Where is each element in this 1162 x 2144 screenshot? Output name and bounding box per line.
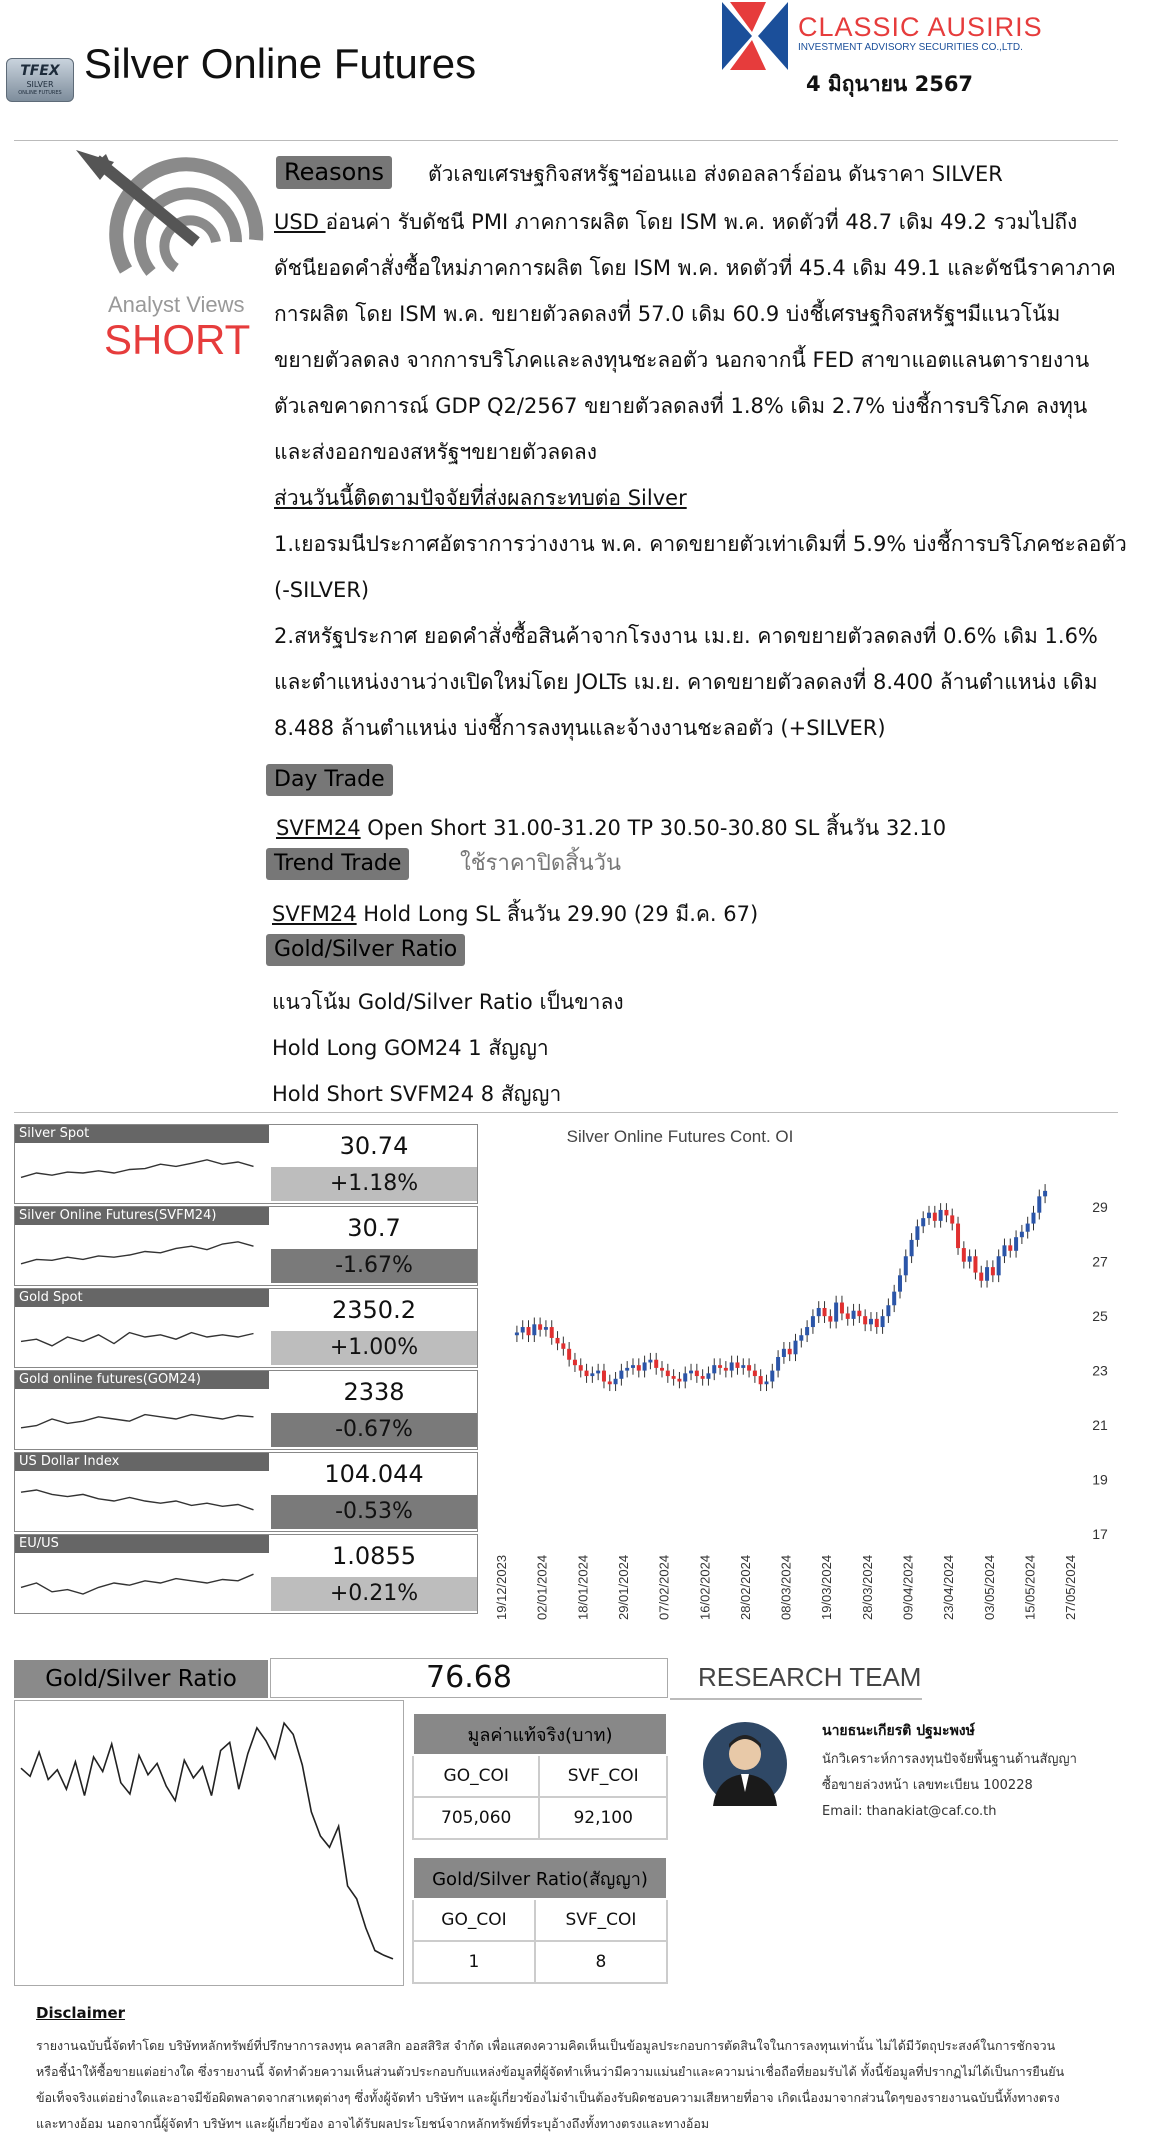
- candle-body: [515, 1332, 519, 1335]
- candle-body: [590, 1373, 594, 1376]
- analyst-email: Email: thanakiat@caf.co.th: [822, 1804, 997, 1819]
- brand-logo-icon: [722, 2, 788, 70]
- candle-body: [538, 1324, 542, 1329]
- candle-body: [573, 1360, 577, 1365]
- x-tick-label: 15/05/2024: [1022, 1554, 1038, 1620]
- candle-body: [585, 1371, 589, 1376]
- day-trade-symbol: SVFM24: [276, 816, 361, 840]
- candle-body: [637, 1365, 641, 1370]
- y-tick-label: 21: [1092, 1417, 1108, 1434]
- candle-body: [602, 1371, 606, 1382]
- x-tick-label: 27/05/2024: [1063, 1554, 1079, 1620]
- day-trade-line: [276, 812, 946, 844]
- candle-body: [921, 1218, 925, 1226]
- trend-trade-detail: Hold Long SL สิ้นวัน 29.90 (29 มี.ค. 67): [356, 902, 759, 926]
- candle-body: [648, 1360, 652, 1363]
- coi-table-title: มูลค่าแท้จริง(บาท): [413, 1713, 667, 1755]
- candle-body: [718, 1365, 722, 1368]
- analyst-license: ซื้อขายล่วงหน้า เลขทะเบียน 100228: [822, 1778, 1033, 1793]
- candle-body: [550, 1327, 554, 1338]
- market-change: +0.21%: [271, 1577, 477, 1611]
- contract-header-go: GO_COI: [413, 1899, 535, 1941]
- market-panel: [14, 1288, 478, 1368]
- ratio-sparkline-line: [21, 1723, 393, 1959]
- market-panel: [14, 1534, 478, 1614]
- candle-body: [747, 1365, 751, 1370]
- analyst-role: นักวิเคราะห์การลงทุนปัจจัยพื้นฐานด้านสัญญา: [822, 1752, 1077, 1767]
- candle-body: [881, 1316, 885, 1327]
- candle-body: [811, 1316, 815, 1327]
- candle-body: [950, 1215, 954, 1223]
- factor-line-3: 2.สหรัฐประกาศ ยอดคำสั่งซื้อสินค้าจากโรงงาน เม.ย. คาดขยายตัวลดลงที่ 0.6% เดิม 1.6%: [274, 624, 1098, 648]
- factor-line-2: (-SILVER): [274, 578, 370, 602]
- x-tick-label: 23/04/2024: [941, 1554, 957, 1620]
- market-sparkline: [15, 1471, 269, 1531]
- candle-body: [544, 1327, 548, 1330]
- candle-body: [1037, 1196, 1041, 1212]
- disclaimer-line-2: หรือชี้นำให้ซื้อขายแต่อย่างใด ซึ่งรายงานนี้ จัดทำด้วยความเห็นส่วนตัวประกอบกับแหล่งข้อมูลที่ผู้จัดทำเห็นว่ามีความแม่นยำและความน่าเชื่อถือที่ยอมรับได้ ทั้งนี้ข้อมูลที่ปรากฏไม่ได้เป็นการยืนยัน: [36, 2064, 1065, 2079]
- tfex-logo-sub: SILVER: [26, 80, 54, 89]
- market-sparkline: [15, 1307, 269, 1367]
- market-sparkline: [15, 1225, 269, 1285]
- candle-body: [701, 1376, 705, 1379]
- disclaimer-line-4: และทางอ้อม นอกจากนี้ผู้จัดทำ บริษัทฯ และผู้เกี่ยวข้อง อาจได้รับผลประโยชน์จากหลักทรัพย์ที่ระบุอ้างถึงทั้งทางตรงและทางอ้อม: [36, 2116, 710, 2131]
- x-tick-label: 19/12/2023: [494, 1554, 509, 1620]
- y-tick-label: 29: [1092, 1199, 1108, 1216]
- candle-body: [886, 1305, 890, 1316]
- candle-body: [614, 1379, 618, 1384]
- disclaimer-title: Disclaimer: [36, 2004, 126, 2022]
- candle-body: [985, 1267, 989, 1281]
- reasons-headline: ตัวเลขเศรษฐกิจสหรัฐฯอ่อนแอ ส่งดอลลาร์อ่อน ดันราคา SILVER: [428, 162, 1003, 186]
- ratio-value: 76.68: [270, 1658, 668, 1698]
- x-tick-label: 16/02/2024: [697, 1554, 713, 1620]
- x-tick-label: 28/02/2024: [737, 1554, 753, 1620]
- brand-subtitle: INVESTMENT ADVISORY SECURITIES CO.,LTD.: [798, 42, 1023, 53]
- candle-body: [962, 1248, 966, 1262]
- market-panel: [14, 1452, 478, 1532]
- candle-body: [695, 1371, 699, 1376]
- market-sparkline: [15, 1389, 269, 1449]
- candle-body: [805, 1327, 809, 1335]
- candle-body: [834, 1303, 838, 1322]
- market-sparkline: [15, 1553, 269, 1613]
- candle-body: [706, 1373, 710, 1378]
- candle-body: [654, 1360, 658, 1368]
- candle-body: [712, 1365, 716, 1373]
- gold-silver-tag: Gold/Silver Ratio: [266, 934, 465, 966]
- tfex-logo: [6, 58, 74, 102]
- market-value: 104.044: [324, 1460, 424, 1488]
- reasons-line-5: ตัวเลขคาดการณ์ GDP Q2/2567 ขยายตัวลดลงที่ 1.8% เดิม 2.7% บ่งชี้การบริโภค ลงทุน: [274, 394, 1088, 418]
- y-tick-label: 17: [1092, 1526, 1108, 1542]
- analyst-view-value: SHORT: [104, 316, 251, 363]
- candle-body: [788, 1349, 792, 1354]
- gold-silver-line-2: Hold Long GOM24 1 สัญญา: [272, 1036, 549, 1060]
- research-divider: [670, 1698, 922, 1700]
- market-sparkline: [15, 1143, 269, 1203]
- market-value: 1.0855: [332, 1542, 416, 1570]
- candle-body: [852, 1311, 856, 1319]
- ratio-label: Gold/Silver Ratio: [14, 1660, 268, 1698]
- factor-line-5: 8.488 ล้านตำแหน่ง บ่งชี้การลงทุนและจ้างงานชะลอตัว (+SILVER): [274, 716, 886, 740]
- trend-trade-symbol: SVFM24: [272, 902, 357, 926]
- candle-body: [741, 1365, 745, 1368]
- candle-body: [904, 1256, 908, 1275]
- research-heading: RESEARCH TEAM: [698, 1662, 922, 1692]
- candle-body: [799, 1335, 803, 1340]
- market-name: Gold online futures(GOM24): [15, 1371, 269, 1389]
- candle-body: [677, 1379, 681, 1382]
- analyst-name: นายธนะเกียรติ ปฐมะพงษ์: [822, 1723, 975, 1739]
- candle-body: [625, 1368, 629, 1371]
- candle-body: [770, 1371, 774, 1382]
- candle-body: [857, 1311, 861, 1316]
- market-panel: [14, 1370, 478, 1450]
- contract-header-svf: SVF_COI: [535, 1899, 667, 1941]
- market-panel: [14, 1206, 478, 1286]
- contract-table-title: Gold/Silver Ratio(สัญญา): [413, 1857, 667, 1899]
- candle-body: [840, 1303, 844, 1314]
- market-change: +1.18%: [271, 1167, 477, 1201]
- x-tick-label: 29/01/2024: [615, 1554, 631, 1620]
- candle-body: [660, 1368, 664, 1371]
- x-tick-label: 02/01/2024: [534, 1554, 550, 1620]
- tfex-logo-small: ONLINE FUTURES: [18, 90, 62, 96]
- reasons-line-1: [274, 206, 1077, 238]
- x-tick-label: 19/03/2024: [819, 1554, 835, 1620]
- market-name: Silver Spot: [15, 1125, 269, 1143]
- market-name: EU/US: [15, 1535, 269, 1553]
- candle-body: [1026, 1224, 1030, 1232]
- market-name: Gold Spot: [15, 1289, 269, 1307]
- candle-body: [596, 1371, 600, 1374]
- candle-body: [521, 1327, 525, 1332]
- gold-silver-line-3: Hold Short SVFM24 8 สัญญา: [272, 1082, 562, 1106]
- reasons-line-4: ขยายตัวลดลง จากการบริโภคและลงทุนชะลอตัว นอกจากนี้ FED สาขาแอตแลนตารายงาน: [274, 348, 1090, 372]
- x-tick-label: 03/05/2024: [981, 1554, 997, 1620]
- ratio-sparkline-box: [14, 1700, 404, 1986]
- candle-body: [579, 1365, 583, 1370]
- market-change: -0.67%: [271, 1413, 477, 1447]
- market-change: -0.53%: [271, 1495, 477, 1529]
- silver-candlestick-chart: [494, 1120, 1140, 1640]
- chart-title: Silver Online Futures Cont. OI: [566, 1127, 794, 1146]
- trend-trade-line: [272, 898, 758, 930]
- page-title: Silver Online Futures: [84, 40, 477, 87]
- candle-body: [991, 1267, 995, 1275]
- contract-value-go: 1: [413, 1941, 535, 1983]
- factor-line-4: และตำแหน่งงานว่างเปิดใหม่โดย JOLTs เม.ย. คาดขยายตัวลดลงที่ 8.400 ล้านตำแหน่ง เดิม: [274, 670, 1098, 694]
- candle-body: [631, 1365, 635, 1368]
- candle-body: [956, 1224, 960, 1249]
- market-name: Silver Online Futures(SVFM24): [15, 1207, 269, 1225]
- candle-body: [910, 1240, 914, 1256]
- x-tick-label: 09/04/2024: [900, 1554, 916, 1620]
- market-value: 2350.2: [332, 1296, 416, 1324]
- candle-body: [927, 1213, 931, 1218]
- y-tick-label: 19: [1092, 1471, 1108, 1488]
- candle-body: [532, 1324, 536, 1335]
- usd-label: USD: [274, 210, 326, 234]
- candle-body: [898, 1275, 902, 1291]
- market-name: US Dollar Index: [15, 1453, 269, 1471]
- candle-body: [567, 1349, 571, 1360]
- candle-body: [915, 1226, 919, 1240]
- candle-body: [973, 1256, 977, 1272]
- candle-body: [556, 1338, 560, 1343]
- target-arrow-icon: [56, 150, 256, 290]
- candle-body: [689, 1371, 693, 1374]
- header-divider: [14, 140, 1118, 141]
- candle-body: [753, 1371, 757, 1376]
- candle-body: [1020, 1232, 1024, 1237]
- coi-header-svf: SVF_COI: [539, 1755, 667, 1797]
- day-trade-detail: Open Short 31.00-31.20 TP 30.50-30.80 SL สิ้นวัน 32.10: [360, 816, 947, 840]
- candle-body: [933, 1213, 937, 1221]
- candle-body: [944, 1210, 948, 1215]
- candle-body: [724, 1368, 728, 1371]
- day-trade-tag: Day Trade: [266, 764, 393, 796]
- x-tick-label: 07/02/2024: [656, 1554, 672, 1620]
- reasons-tag: Reasons: [276, 156, 392, 189]
- tfex-logo-text: TFEX: [20, 63, 60, 79]
- coi-table: [412, 1712, 668, 1840]
- x-tick-label: 08/03/2024: [778, 1554, 794, 1620]
- brand-name: CLASSIC AUSIRIS: [798, 12, 1043, 42]
- candle-body: [782, 1349, 786, 1357]
- market-value: 30.74: [339, 1132, 409, 1160]
- candle-body: [823, 1308, 827, 1316]
- candle-body: [979, 1273, 983, 1281]
- candle-body: [794, 1341, 798, 1355]
- section-divider: [14, 1112, 1118, 1113]
- candle-body: [561, 1343, 565, 1348]
- coi-value-svf: 92,100: [539, 1797, 667, 1839]
- coi-value-go: 705,060: [413, 1797, 539, 1839]
- factors-heading: ส่วนวันนี้ติดตามปัจจัยที่ส่งผลกระทบต่อ Silver: [274, 486, 687, 510]
- candle-body: [759, 1376, 763, 1384]
- reasons-line-3: การผลิต โดย ISM พ.ค. ขยายตัวลดลงที่ 57.0 เดิม 60.9 บ่งชี้เศรษฐกิจสหรัฐฯมีแนวโน้ม: [274, 302, 1061, 326]
- trend-trade-note: ใช้ราคาปิดสิ้นวัน: [460, 851, 622, 876]
- reasons-line-6: และส่งออกของสหรัฐฯขยายตัวลดลง: [274, 440, 598, 464]
- market-value: 30.7: [347, 1214, 401, 1242]
- y-tick-label: 23: [1092, 1362, 1108, 1379]
- candle-body: [643, 1362, 647, 1370]
- candle-body: [892, 1292, 896, 1306]
- candle-body: [730, 1362, 734, 1370]
- candle-body: [817, 1308, 821, 1316]
- trend-trade-tag: Trend Trade: [266, 848, 409, 880]
- candle-body: [619, 1371, 623, 1379]
- market-change: +1.00%: [271, 1331, 477, 1365]
- candle-body: [683, 1373, 687, 1381]
- candle-body: [764, 1382, 768, 1385]
- candle-body: [1043, 1191, 1047, 1196]
- market-value: 2338: [343, 1378, 405, 1406]
- reasons-line-1-text: อ่อนค่า รับดัชนี PMI ภาคการผลิต โดย ISM พ.ค. หดตัวที่ 48.7 เดิม 49.2 รวมไปถึง: [325, 210, 1078, 234]
- analyst-view-label: Analyst Views: [108, 292, 245, 317]
- candle-body: [939, 1210, 943, 1221]
- market-panel: [14, 1124, 478, 1204]
- candle-body: [869, 1319, 873, 1324]
- x-tick-label: 28/03/2024: [859, 1554, 875, 1620]
- candle-body: [828, 1316, 832, 1321]
- coi-header-go: GO_COI: [413, 1755, 539, 1797]
- candle-body: [1014, 1237, 1018, 1251]
- candle-body: [776, 1357, 780, 1371]
- contract-value-svf: 8: [535, 1941, 667, 1983]
- factor-line-1: 1.เยอรมนีประกาศอัตราการว่างงาน พ.ค. คาดขยายตัวเท่าเดิมที่ 5.9% บ่งชี้การบริโภคชะลอตัว: [274, 532, 1127, 556]
- candle-body: [672, 1376, 676, 1379]
- report-date: 4 มิถุนายน 2567: [806, 72, 974, 96]
- candle-body: [875, 1319, 879, 1327]
- candle-body: [997, 1256, 1001, 1275]
- x-tick-label: 18/01/2024: [575, 1554, 591, 1620]
- candle-body: [666, 1371, 670, 1376]
- y-tick-label: 25: [1092, 1308, 1108, 1325]
- candle-body: [968, 1256, 972, 1261]
- reasons-line-2: ดัชนียอดคำสั่งซื้อใหม่ภาคการผลิต โดย ISM พ.ค. หดตัวที่ 45.4 เดิม 49.1 และดัชนีราคาภาค: [274, 256, 1116, 280]
- candle-body: [1031, 1213, 1035, 1224]
- y-tick-label: 27: [1092, 1253, 1108, 1270]
- candle-body: [1008, 1245, 1012, 1250]
- avatar: [703, 1722, 787, 1806]
- candle-body: [735, 1362, 739, 1367]
- candle-body: [846, 1313, 850, 1318]
- candle-body: [608, 1382, 612, 1385]
- ratio-sparkline: [15, 1701, 405, 1987]
- gold-silver-line-1: แนวโน้ม Gold/Silver Ratio เป็นขาลง: [272, 990, 624, 1014]
- candle-body: [863, 1316, 867, 1324]
- candle-body: [1002, 1245, 1006, 1256]
- market-change: -1.67%: [271, 1249, 477, 1283]
- contract-table: [412, 1856, 668, 1984]
- disclaimer-line-3: ข้อเท็จจริงแต่อย่างใดและอาจมีข้อผิดพลาดจากสาเหตุต่างๆ ซึ่งทั้งผู้จัดทำ บริษัทฯ และผู้เกี่ยวข้องไม่จำเป็นต้องรับผิดชอบความเสียหายที่อาจ เกิดเนื่องมาจากส่วนใดๆของรายงานฉบับนี้ทั้งทางตรง: [36, 2090, 1060, 2105]
- candle-body: [527, 1327, 531, 1335]
- disclaimer-line-1: รายงานฉบับนี้จัดทำโดย บริษัทหลักทรัพย์ที่ปรึกษาการลงทุน คลาสสิก ออสสิริส จำกัด เพื่อแสดงความคิดเห็นเป็นข้อมูลประกอบการตัดสินใจในการลงทุนเท่านั้น ไม่ได้มีวัตถุประสงค์ในการชักจวน: [36, 2038, 1056, 2053]
